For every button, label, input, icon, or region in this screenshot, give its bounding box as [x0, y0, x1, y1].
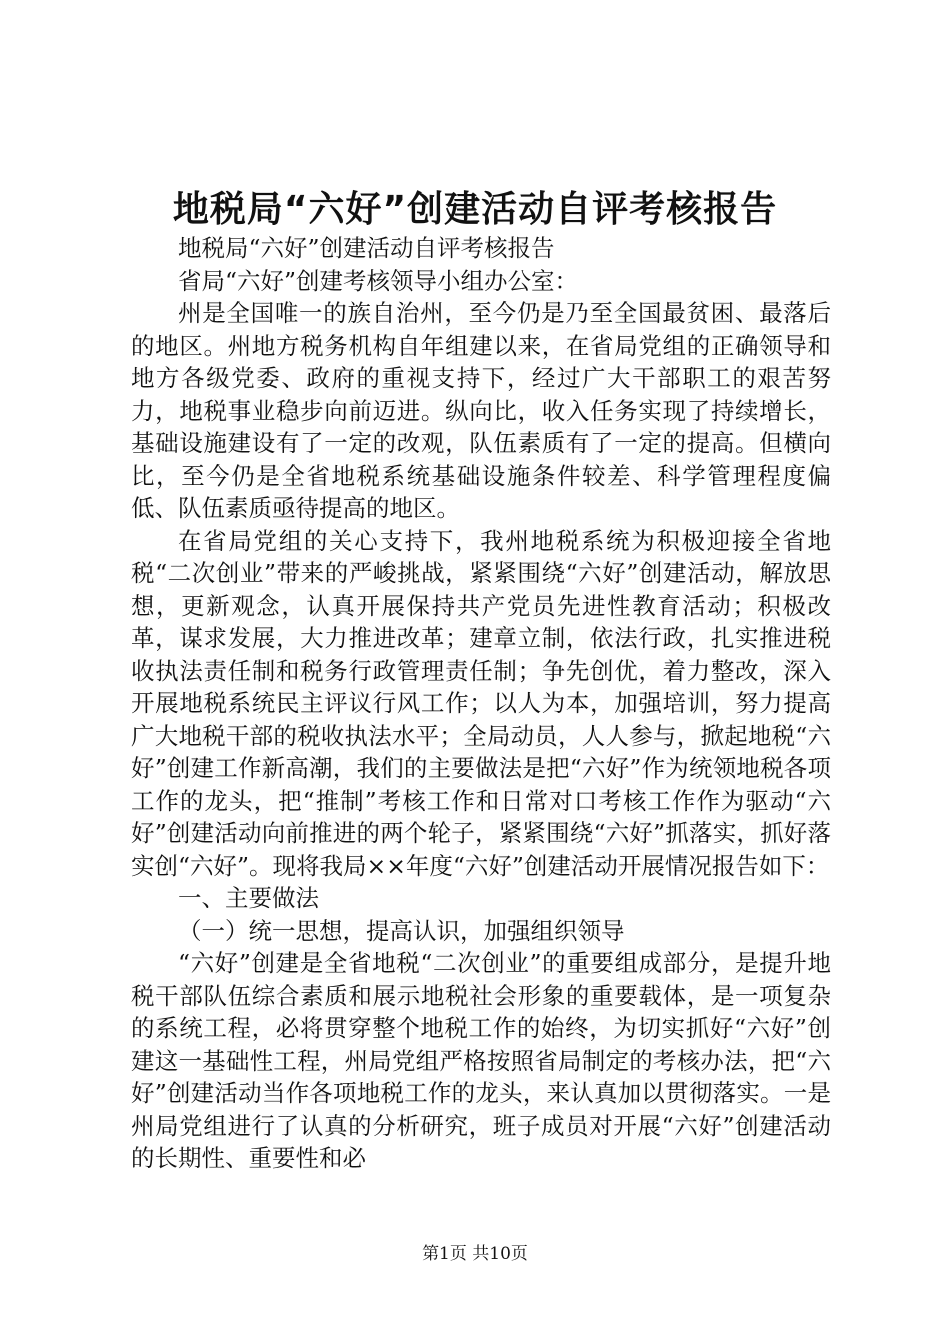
section-heading: 一、主要做法 — [178, 884, 319, 912]
page-number-footer: 第1页 共10页 — [422, 1244, 528, 1264]
document-title: 地税局“六好”创建活动自评考核报告 — [172, 189, 778, 230]
body-paragraph: “六好”创建是全省地税“二次创业”的重要组成部分，是提升地税干部队伍综合素质和展示地税社会形象的重要载体，是一项复杂的系统工程，必将贯穿整个地税工作的始终，为切实抓好“六好”创建这一基础性工程，州局党组严格按照省局制定的考核办法，把“六好”创建活动当作各项地税工作的龙头，来认真加以贯彻落实。一是州局党组进行了认真的分析研究，班子成员对开展“六好”创建活动的长期性、重要性和必 — [131, 949, 831, 1172]
subtitle-paragraph: 地税局“六好”创建活动自评考核报告 — [178, 234, 555, 262]
addressee-paragraph: 省局“六好”创建考核领导小组办公室： — [178, 266, 579, 295]
body-paragraph: 在省局党组的关心支持下，我州地税系统为积极迎接全省地税“二次创业”带来的严峻挑战，紧紧围绕“六好”创建活动，解放思想，更新观念，认真开展保持共产党员先进性教育活动；积极改革，谋求发展，大力推进改革；建章立制，依法行政，扎实推进税收执法责任制和税务行政管理责任制；争先创优，着力整改，深入开展地税系统民主评议行风工作；以人为本，加强培训，努力提高广大地税干部的税收执法水平；全局动员，人人参与，掀起地税“六好”创建工作新高潮，我们的主要做法是把“六好”作为统领地税各项工作的龙头，把“推制”考核工作和日常对口考核工作作为驱动“六好”创建活动向前推进的两个轮子，紧紧围绕“六好”抓落实，抓好落实创“六好”。现将我局××年度“六好”创建活动开展情况报告如下： — [131, 526, 831, 880]
document-body — [131, 232, 831, 1175]
body-paragraph: 州是全国唯一的族自治州，至今仍是乃至全国最贫困、最落后的地区。州地方税务机构自年组建以来，在省局党组的正确领导和地方各级党委、政府的重视支持下，经过广大干部职工的艰苦努力，地税事业稳步向前迈进。纵向比，收入任务实现了持续增长，基础设施建设有了一定的改观，队伍素质有了一定的提高。但横向比，至今仍是全省地税系统基础设施条件较差、科学管理程度偏低、队伍素质亟待提高的地区。 — [131, 299, 831, 522]
subsection-heading: （一）统一思想，提高认识，加强组织领导 — [178, 916, 625, 945]
